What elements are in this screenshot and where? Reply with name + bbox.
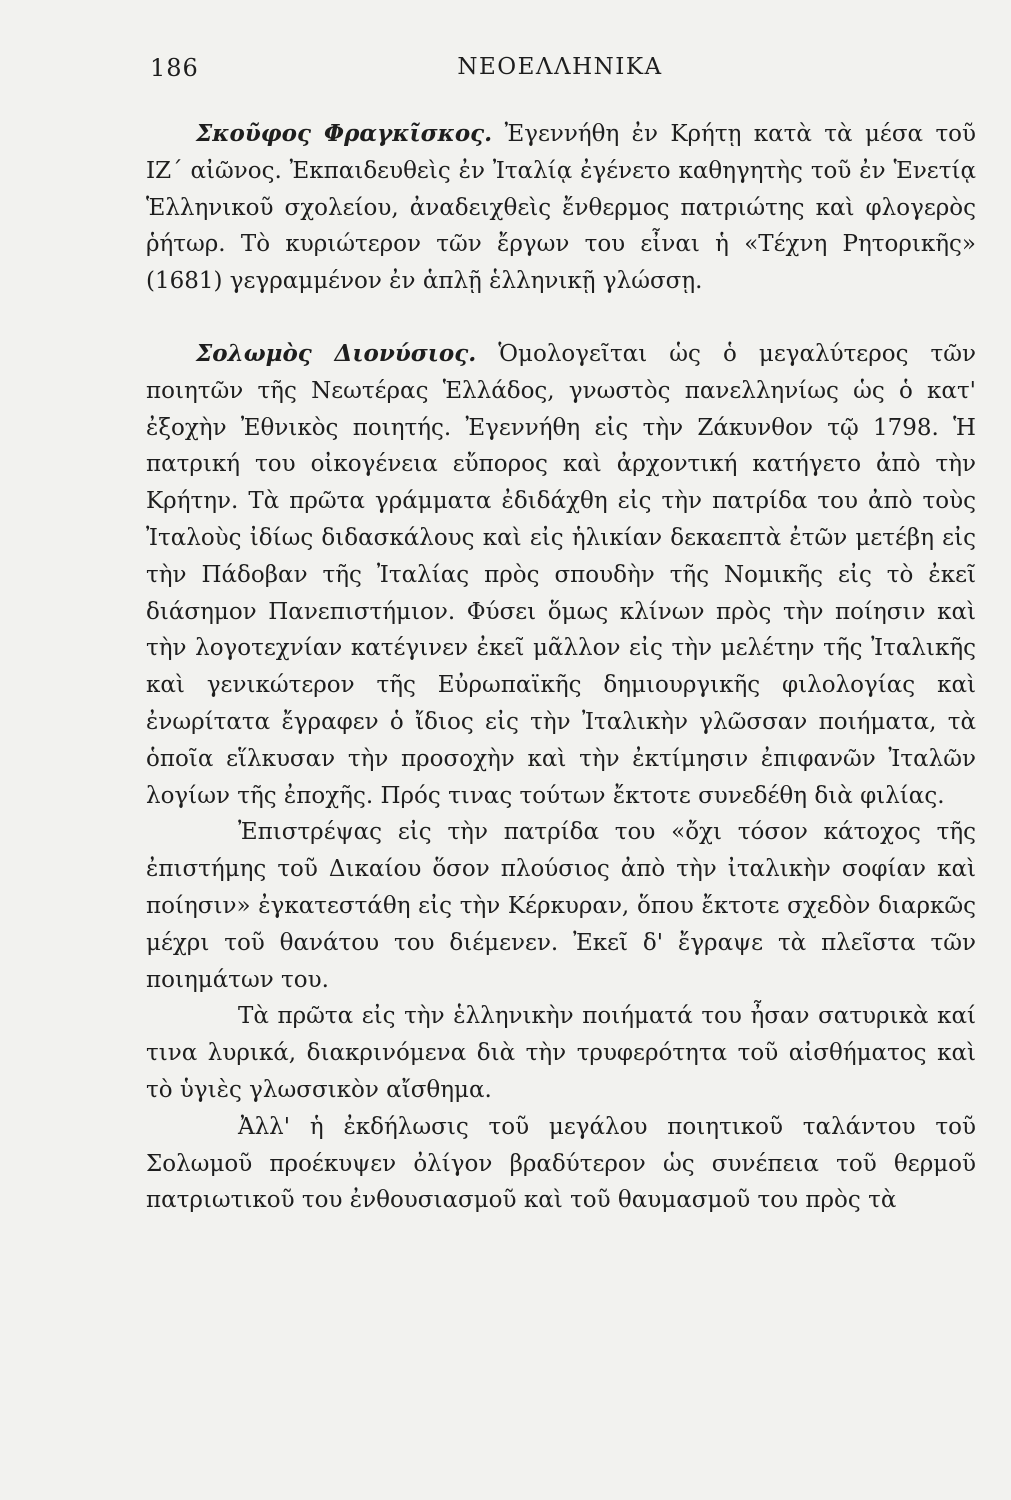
entry-name: Σολωμὸς Διονύσιος. (196, 339, 477, 367)
entry-skoufos (146, 116, 976, 300)
paragraph: Ἀλλ' ἡ ἐκδήλωσις τοῦ μεγάλου ποιητικοῦ ταλάντου τοῦ Σολωμοῦ προέκυψεν ὀλίγον βραδύτερον ὡς συνέπεια τοῦ θερμοῦ πατριωτικοῦ του ἐνθουσιασμοῦ καὶ τοῦ θαυμασμοῦ του πρὸς τὰ (146, 1113, 976, 1214)
entry-solomos (146, 336, 976, 814)
running-title: ΝΕΟΕΛΛΗΝΙΚΑ (457, 54, 663, 80)
paragraph: Τὰ πρῶτα εἰς τὴν ἑλληνικὴν ποιήματά του ἦσαν σατυρικὰ καί τινα λυρικά, διακρινόμενα διὰ τὴν τρυφερότητα τοῦ αἰσθήματος καὶ τὸ ὑγιὲς γλωσσικὸν αἴσθημα. (146, 1003, 976, 1103)
paragraph: Ἐπιστρέψας εἰς τὴν πατρίδα του «ὄχι τόσον κάτοχος τῆς ἐπιστήμης τοῦ Δικαίου ὅσον πλούσιος ἀπὸ τὴν ἰταλικὴν σοφίαν καὶ ποίησιν» ἐγκατεστάθη εἰς τὴν Κέρκυραν, ὅπου ἔκτοτε σχεδὸν διαρκῶς μέχρι τοῦ θανάτου του διέμενεν. Ἐκεῖ δ' ἔγραψε τὰ πλεῖστα τῶν ποιημάτων του. (146, 819, 976, 993)
body-text (146, 116, 976, 1219)
entry-text: Ὁμολογεῖται ὡς ὁ μεγαλύτερος τῶν ποιητῶν τῆς Νεωτέρας Ἑλλάδος, γνωστὸς πανελληνίως ὡς ὁ κατ' ἐξοχὴν Ἐθνικὸς ποιητής. Ἐγεννήθη εἰς τὴν Ζάκυνθον τῷ 1798. Ἡ πατρική του οἰκογένεια εὔπορος καὶ ἀρχοντική κατήγετο ἀπὸ τὴν Κρήτην. Τὰ πρῶτα γράμματα ἐδιδάχθη εἰς τὴν πατρίδα του ἀπὸ τοὺς Ἰταλοὺς ἰδίως διδασκάλους καὶ εἰς ἡλικίαν δεκαεπτὰ ἐτῶν μετέβη εἰς τὴν Πάδοβαν τῆς Ἰταλίας πρὸς σπουδὴν τῆς Νομικῆς εἰς τὸ ἐκεῖ διάσημον Πανεπιστήμιον. Φύσει ὅμως κλίνων πρὸς τὴν ποίησιν καὶ τὴν λογοτεχνίαν κατέγινεν ἐκεῖ μᾶλλον εἰς τὴν μελέτην τῆς Ἰταλικῆς καὶ γενικώτερον τῆς Εὐρωπαϊκῆς δημιουργικῆς φιλολογίας καὶ ἐνωρίτατα ἔγραφεν ὁ ἴδιος εἰς τὴν Ἰταλικὴν γλῶσσαν ποιήματα, τὰ ὁποῖα εἵλκυσαν τὴν προσοχὴν καὶ τὴν ἐκτίμησιν ἐπιφανῶν Ἰταλῶν λογίων τῆς ἐποχῆς. Πρός τινας τούτων ἔκτοτε συνεδέθη διὰ φιλίας. (146, 340, 976, 809)
entry-text: Ἐγεννήθη ἐν Κρήτῃ κατὰ τὰ μέσα τοῦ ΙΖ΄ αἰῶνος. Ἐκπαιδευθεὶς ἐν Ἰταλίᾳ ἐγένετο καθηγητὴς τοῦ ἐν Ἑνετίᾳ Ἑλληνικοῦ σχολείου, ἀναδειχθεὶς ἔνθερμος πατριώτης καὶ φλογερὸς ῥήτωρ. Τὸ κυριώτερον τῶν ἔργων του εἶναι ἡ «Τέχνη Ρητορικῆς» (1681) γεγραμμένον ἐν ἁπλῇ ἑλληνικῇ γλώσσῃ. (146, 121, 976, 295)
page-number: 186 (150, 54, 199, 82)
page-header (150, 54, 970, 94)
entry-name: Σκοῦφος Φραγκῖσκος. (196, 120, 493, 147)
